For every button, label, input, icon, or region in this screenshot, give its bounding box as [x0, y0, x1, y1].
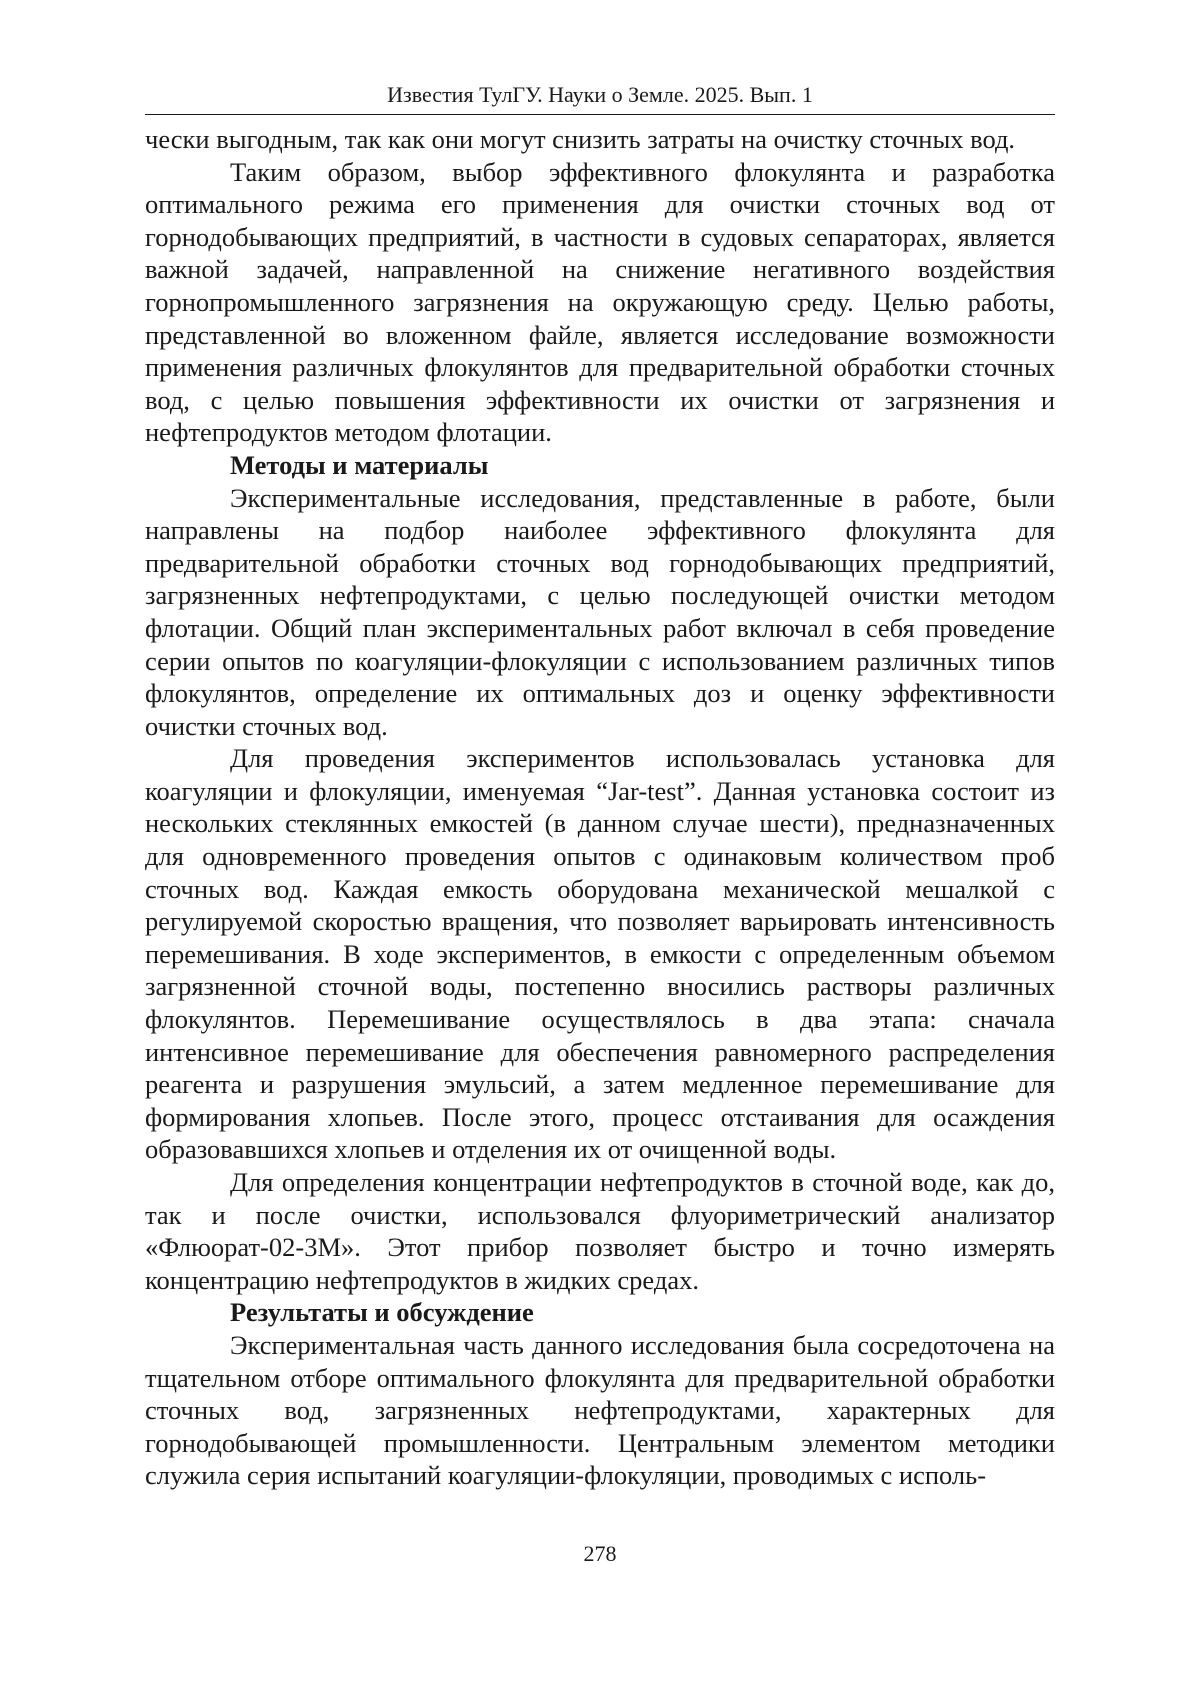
paragraph-conclusion-aim: Таким образом, выбор эффективного флокулянта и разработка оптимального режима его применения для очистки сточных вод от горнодобывающих предприятий, в частности в судовых сепараторах, является важной задачей, направленной на снижение негативного воздействия горнопромышленного загрязнения на окружающую среду. Целью работы, представленной во вложенном файле, является исследование возможности применения различных флокулянтов для предварительной обработки сточных вод, с целью повышения эффективности их очистки от загрязнения и нефтепродуктов методом флотации. [145, 156, 1055, 448]
article-body [145, 123, 1055, 1492]
paragraph-fluorat-analyzer: Для определения концентрации нефтепродуктов в сточной воде, как до, так и после очистки, использовался флуориметрический анализатор «Флюорат-02-3М». Этот прибор позволяет быстро и точно измерять концентрацию нефтепродуктов в жидких средах. [145, 1167, 1055, 1295]
paragraph-methods-overview: Экспериментальные исследования, представленные в работе, были направлены на подбор наиболее эффективного флокулянта для предварительной обработки сточных вод горнодобывающих предприятий, загрязненных нефтепродуктами, с целью последующей очистки методом флотации. Общий план экспериментальных работ включал в себя проведение серии опытов по коагуляции-флокуляции с использованием различных типов флокулянтов, определение их оптимальных доз и оценку эффективности очистки сточных вод. [145, 482, 1055, 741]
paragraph-continuation: чески выгодным, так как они могут снизить затраты на очистку сточных вод. [145, 124, 1016, 154]
page-number: 278 [583, 1541, 617, 1566]
paragraph-results-intro: Экспериментальная часть данного исследования была сосредоточена на тщательном отборе оптимального флокулянта для предварительной обработки сточных вод, загрязненных нефтепродуктами, характерных для горнодобывающей промышленности. Центральным элементом методики служила серия испытаний коагуляции-флокуляции, проводимых с исполь- [145, 1329, 1055, 1491]
running-header: Известия ТулГУ. Науки о Земле. 2025. Вып. 1 [145, 80, 1055, 115]
section-heading-results: Результаты и обсуждение [230, 1297, 534, 1328]
paragraph-jar-test: Для проведения экспериментов использовалась установка для коагуляции и флокуляции, именуемая “Jar-test”. Данная установка состоит из нескольких стеклянных емкостей (в данном случае шести), предназначенных для одновременного проведения опытов с одинаковым количеством проб сточных вод. Каждая емкость оборудована механической мешалкой с регулируемой скоростью вращения, что позволяет варьировать интенсивность перемешивания. В ходе экспериментов, в емкости с определенным объемом загрязненной сточной воды, постепенно вносились растворы различных флокулянтов. Перемешивание осуществлялось в два этапа: сначала интенсивное перемешивание для обеспечения равномерного распределения реагента и разрушения эмульсий, а затем медленное перемешивание для формирования хлопьев. После этого, процесс отстаивания для осаждения образовавшихся хлопьев и отделения их от очищенной воды. [145, 743, 1055, 1165]
journal-page [145, 80, 1055, 1492]
section-heading-methods: Методы и материалы [230, 449, 489, 480]
